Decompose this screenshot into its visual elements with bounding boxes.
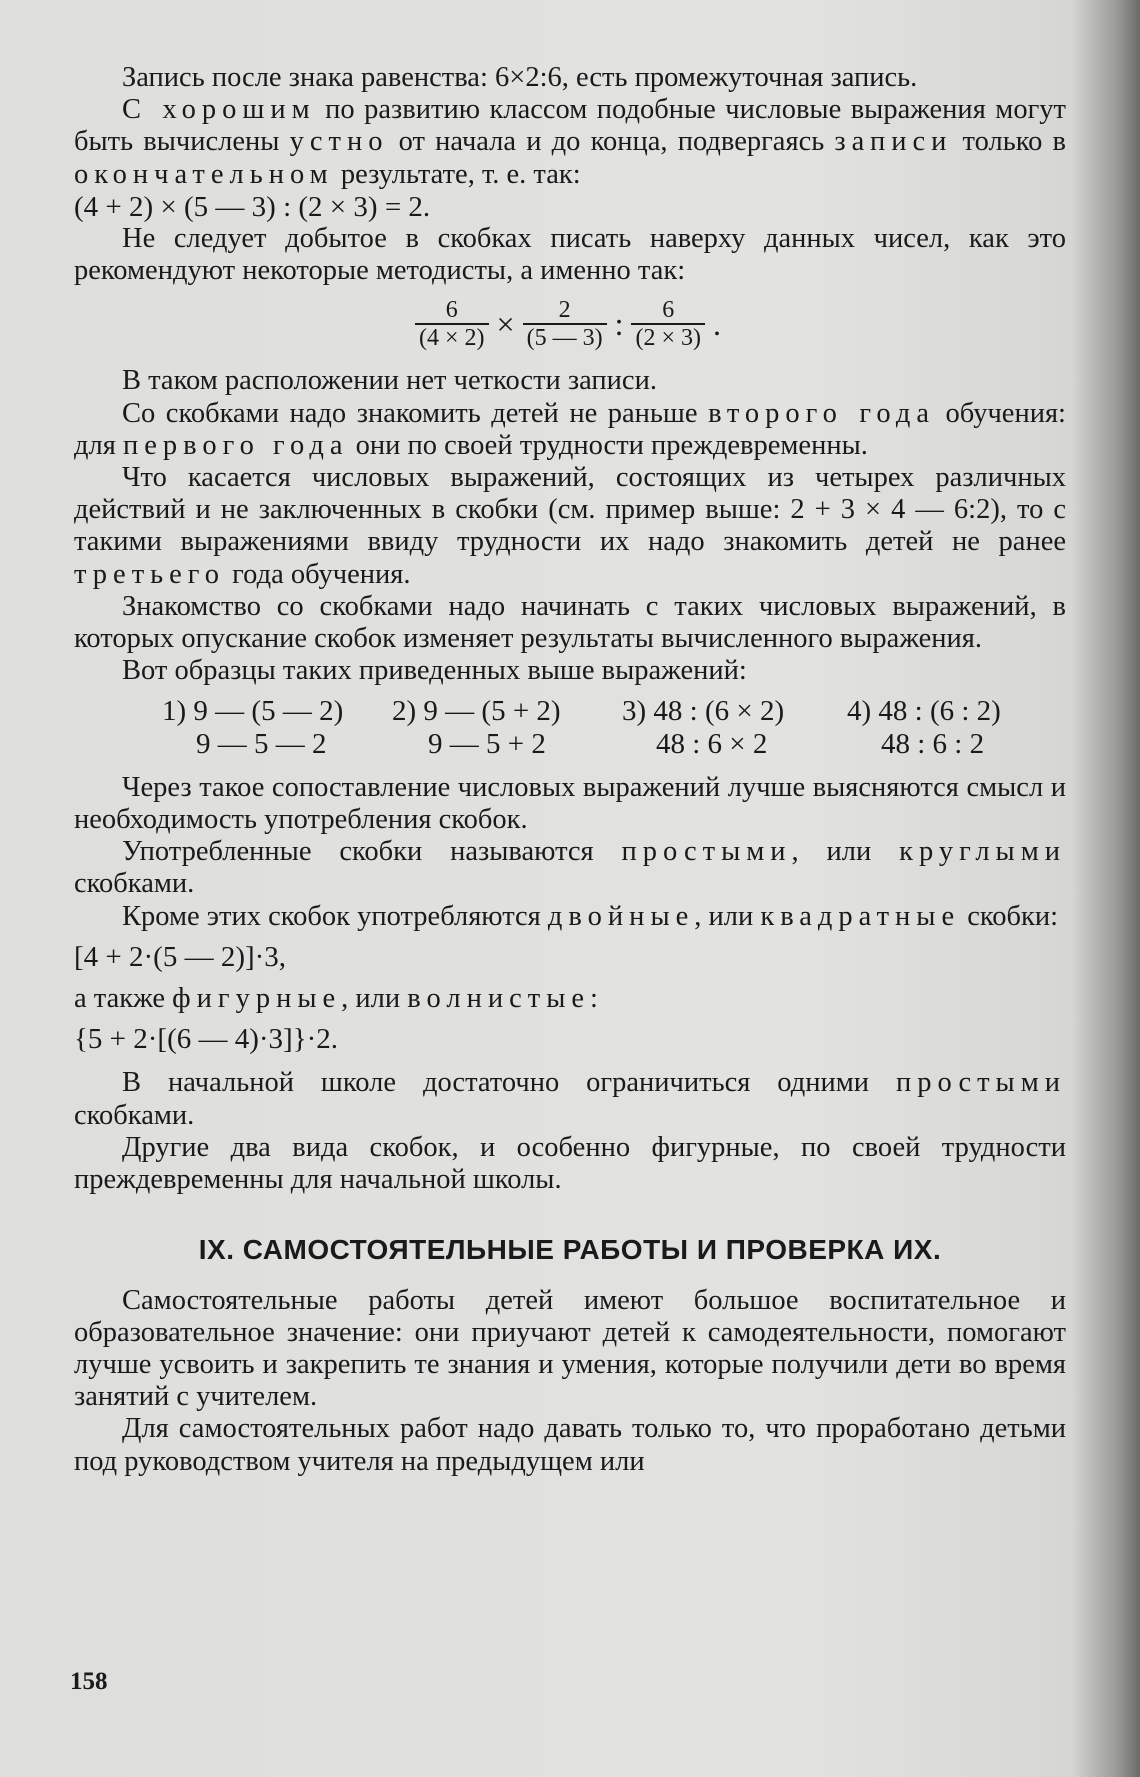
paragraph <box>74 462 1066 591</box>
paragraph: Другие два вида скобок, и особенно фигурные, по своей трудности преждевременны для начальной школы. <box>74 1131 1066 1196</box>
spaced-text: фигурные <box>172 983 342 1015</box>
paragraph: Самостоятельные работы детей имеют большое воспитательное и образовательное значение: они приучают детей к самодеятельности, помогают лучше усвоить и закрепить те знания и умения, которые получили дети во время занятий с учителем. <box>74 1284 1066 1413</box>
spaced-text: круглыми <box>899 836 1066 868</box>
spaced-text: волнистые <box>407 983 591 1015</box>
spaced-text: записи <box>834 126 953 158</box>
paragraph: Запись после знака равенства: 6×2:6, есть промежуточная запись. <box>122 62 918 93</box>
paragraph <box>74 94 1066 191</box>
text-run: скобками. <box>74 1099 195 1131</box>
example-expression: 9 — 5 — 2 <box>196 727 327 760</box>
text-run: от начала и до конца, подвергаясь <box>388 126 835 158</box>
paragraph <box>74 398 1066 462</box>
text-run: по развитию классом подобные числовые выражения могут быть вычислены <box>74 94 1066 158</box>
operator: . <box>712 306 721 343</box>
text-run: В начальной школе достаточно ограничиться одними <box>122 1067 896 1099</box>
spaced-text: первого года <box>122 429 349 461</box>
spaced-text: простыми <box>621 836 792 868</box>
paragraph <box>74 836 1066 900</box>
numerator: 6 <box>445 297 458 324</box>
example-expression: 1) 9 — (5 — 2) <box>162 695 344 728</box>
text-run: Кроме этих скобок употребляются <box>122 900 548 932</box>
spaced-text: окончательном <box>74 158 334 190</box>
text-run: , или <box>791 836 900 868</box>
denominator: (5 — 3) <box>523 323 607 351</box>
text-run: , или <box>341 983 408 1015</box>
example-expression: 9 — 5 + 2 <box>428 727 546 760</box>
example-expression: 4) 48 : (6 : 2) <box>847 695 1001 728</box>
text-run: скобками. <box>74 868 195 900</box>
text-run: : <box>590 983 598 1015</box>
fraction-formula <box>74 297 1066 351</box>
spaced-text: квадратные <box>760 900 961 932</box>
text-run: года обучения. <box>225 558 411 590</box>
paragraph <box>74 901 1066 933</box>
spaced-text: второго года <box>708 397 935 429</box>
text-run: Со скобками надо знакомить детей не раньше <box>122 397 709 429</box>
paragraph: В таком расположении нет четкости записи. <box>122 365 657 397</box>
page-text <box>74 62 1066 1478</box>
spaced-text: устно <box>289 126 389 158</box>
section-heading: IX. САМОСТОЯТЕЛЬНЫЕ РАБОТЫ И ПРОВЕРКА ИХ. <box>198 1234 942 1266</box>
text-run: , или <box>694 900 761 932</box>
operator: × <box>496 306 515 343</box>
denominator: (4 × 2) <box>415 323 489 351</box>
paragraph: Вот образцы таких приведенных выше выражений: <box>122 655 747 687</box>
text-run: а также <box>74 983 173 1015</box>
formula: (4 + 2) × (5 — 3) : (2 × 3) = 2. <box>74 190 431 223</box>
spaced-text: С хорошим <box>122 94 316 126</box>
numerator: 2 <box>558 297 571 324</box>
examples-grid <box>162 695 1066 759</box>
example-expression: 3) 48 : (6 × 2) <box>622 695 785 728</box>
text-run: только в <box>952 126 1067 158</box>
paragraph <box>74 1067 1066 1131</box>
spaced-text: простыми <box>895 1067 1066 1099</box>
denominator: (2 × 3) <box>631 323 705 351</box>
spaced-text: двойные <box>547 900 695 932</box>
example-expression: 2) 9 — (5 + 2) <box>392 695 561 728</box>
text-run: результате, т. е. так: <box>333 158 581 190</box>
fraction <box>631 297 705 351</box>
spaced-text: третьего <box>74 558 226 590</box>
page-number: 158 <box>70 1668 108 1695</box>
paragraph <box>74 983 1066 1015</box>
paragraph: Для самостоятельных работ надо давать только то, что проработано детьми под руководством учителя на предыдущем или <box>74 1413 1066 1477</box>
text-run: Употребленные скобки называются <box>122 836 622 868</box>
text-run: Что касается числовых выражений, состоящих из четырех различных действий и не заключенных в скобки (см. пример выше: 2 + 3 × 4 — 6:2), то с такими выражениями ввиду трудности их надо знакомить детей не ранее <box>74 462 1066 558</box>
text-run: скобки: <box>960 900 1059 932</box>
example-expression: 48 : 6 × 2 <box>656 727 768 760</box>
example-expression: 48 : 6 : 2 <box>881 727 985 760</box>
fraction <box>415 297 489 351</box>
formula: [4 + 2·(5 — 2)]·3, <box>74 940 287 973</box>
formula: {5 + 2·[(6 — 4)·3]}·2. <box>74 1023 339 1056</box>
text-run: они по своей трудности преждевременны. <box>348 429 868 461</box>
paragraph: Не следует добытое в скобках писать наверху данных чисел, как это рекомендуют некоторые методисты, а именно так: <box>74 223 1066 287</box>
text-run: обучения: для <box>74 397 1066 461</box>
paragraph: Через такое сопоставление числовых выражений лучше выясняются смысл и необходимость употребления скобок. <box>74 771 1066 836</box>
operator: : <box>614 306 624 343</box>
paragraph: Знакомство со скобками надо начинать с таких числовых выражений, в которых опускание скобок изменяет результаты вычисленного выражения. <box>74 590 1066 655</box>
numerator: 6 <box>662 297 675 324</box>
fraction <box>523 297 607 351</box>
